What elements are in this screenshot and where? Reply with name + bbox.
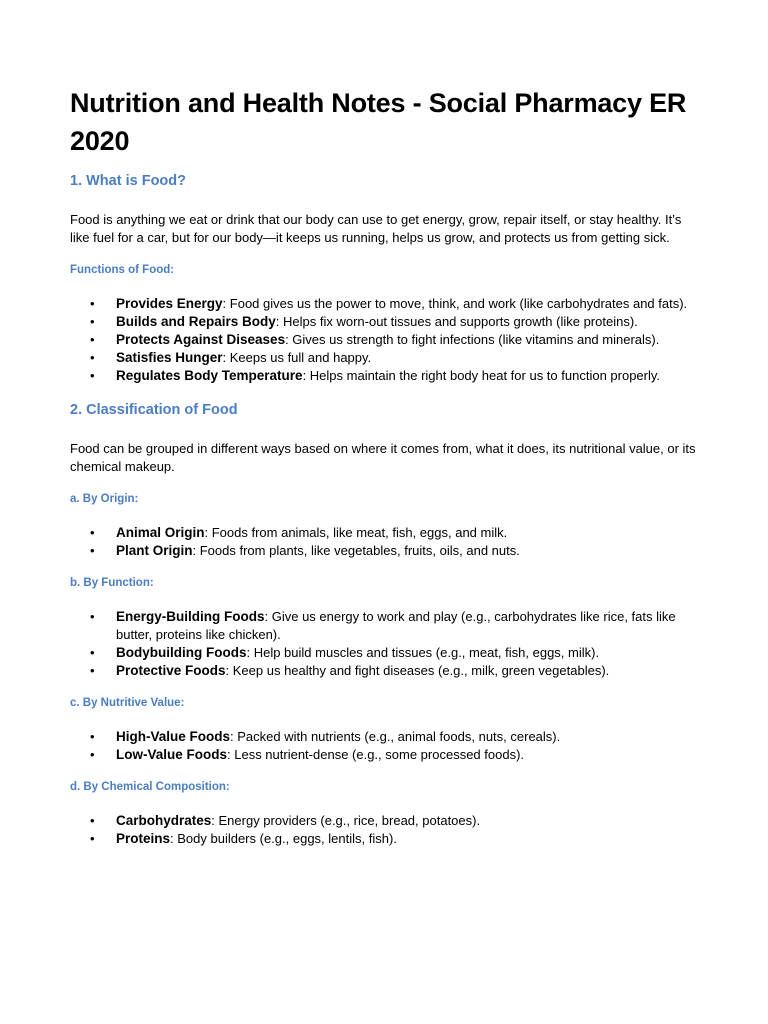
list-item	[70, 644, 700, 662]
list-item-text: : Food gives us the power to move, think, and work (like carbohydrates and fats).	[222, 296, 688, 311]
list-item-text: : Helps fix worn-out tissues and supports growth (like proteins).	[275, 314, 638, 329]
list-item	[70, 295, 700, 313]
list-item	[70, 608, 700, 644]
list-item	[70, 331, 700, 349]
list-item-text: : Helps maintain the right body heat for us to function properly.	[302, 368, 661, 383]
list-item	[70, 728, 700, 746]
list-item-text: : Keeps us full and happy.	[222, 350, 372, 365]
list-item	[70, 830, 700, 848]
section-paragraph: Food can be grouped in different ways based on where it comes from, what it does, its nutritional value, or its chemical makeup.	[70, 441, 696, 474]
section-heading: 1. What is Food?	[70, 173, 186, 189]
bullet-icon: •	[90, 525, 95, 540]
list-item	[70, 524, 700, 542]
list-item-text: : Energy providers (e.g., rice, bread, potatoes).	[211, 813, 481, 828]
list-item-term: Protects Against Diseases	[116, 332, 286, 347]
bullet-icon: •	[90, 609, 95, 624]
list-item-text: : Keep us healthy and fight diseases (e.g., milk, green vegetables).	[225, 663, 610, 678]
list-item-text: : Foods from plants, like vegetables, fruits, oils, and nuts.	[192, 543, 520, 558]
section-classification-of-food	[70, 401, 700, 848]
list-item-term: Regulates Body Temperature	[116, 368, 303, 383]
section-heading: 2. Classification of Food	[70, 402, 238, 418]
list-item	[70, 542, 700, 560]
bullet-icon: •	[90, 314, 95, 329]
list-item-term: Builds and Repairs Body	[116, 314, 276, 329]
subsection-heading-by-chemical-composition: d. By Chemical Composition:	[70, 781, 230, 793]
list-item-text: : Give us energy to work and play (e.g., carbohydrates like rice, fats like butter, proteins like chicken).	[116, 609, 676, 642]
list-item-term: High-Value Foods	[116, 729, 231, 744]
bullet-icon: •	[90, 729, 95, 744]
by-origin-list	[70, 524, 700, 560]
list-item-term: Energy-Building Foods	[116, 609, 265, 624]
document-title: Nutrition and Health Notes - Social Pharmacy ER 2020	[70, 88, 687, 156]
list-item-text: : Help build muscles and tissues (e.g., meat, fish, eggs, milk).	[246, 645, 600, 660]
functions-list	[70, 295, 700, 385]
bullet-icon: •	[90, 350, 95, 365]
by-nutritive-value-list	[70, 728, 700, 764]
subsection-heading-by-function: b. By Function:	[70, 577, 154, 589]
list-item	[70, 812, 700, 830]
bullet-icon: •	[90, 543, 95, 558]
bullet-icon: •	[90, 645, 95, 660]
subsection-heading-functions: Functions of Food:	[70, 264, 175, 276]
list-item	[70, 367, 700, 385]
list-item-term: Plant Origin	[116, 543, 193, 558]
list-item-term: Provides Energy	[116, 296, 223, 311]
subsection-heading-by-nutritive-value: c. By Nutritive Value:	[70, 697, 185, 709]
bullet-icon: •	[90, 368, 95, 383]
list-item	[70, 313, 700, 331]
section-what-is-food	[70, 172, 700, 385]
bullet-icon: •	[90, 747, 95, 762]
list-item-term: Low-Value Foods	[116, 747, 228, 762]
list-item-term: Proteins	[116, 831, 171, 846]
list-item	[70, 349, 700, 367]
bullet-icon: •	[90, 332, 95, 347]
subsection-heading-by-origin: a. By Origin:	[70, 493, 139, 505]
section-paragraph: Food is anything we eat or drink that our body can use to get energy, grow, repair itself, or stay healthy. It’s like fuel for a car, but for our body—it keeps us running, helps us grow, and protects us from getting sick.	[70, 212, 682, 245]
list-item-text: : Less nutrient-dense (e.g., some processed foods).	[227, 747, 525, 762]
list-item-text: : Body builders (e.g., eggs, lentils, fish).	[170, 831, 397, 846]
list-item-text: : Gives us strength to fight infections (like vitamins and minerals).	[285, 332, 660, 347]
list-item-term: Animal Origin	[116, 525, 205, 540]
bullet-icon: •	[90, 663, 95, 678]
list-item-text: : Foods from animals, like meat, fish, eggs, and milk.	[204, 525, 508, 540]
bullet-icon: •	[90, 813, 95, 828]
list-item	[70, 662, 700, 680]
list-item-term: Bodybuilding Foods	[116, 645, 247, 660]
list-item-term: Carbohydrates	[116, 813, 212, 828]
list-item-term: Protective Foods	[116, 663, 226, 678]
document-page	[70, 84, 700, 864]
bullet-icon: •	[90, 296, 95, 311]
by-function-list	[70, 608, 700, 680]
list-item	[70, 746, 700, 764]
by-chemical-composition-list	[70, 812, 700, 848]
list-item-term: Satisfies Hunger	[116, 350, 223, 365]
bullet-icon: •	[90, 831, 95, 846]
list-item-text: : Packed with nutrients (e.g., animal foods, nuts, cereals).	[230, 729, 561, 744]
